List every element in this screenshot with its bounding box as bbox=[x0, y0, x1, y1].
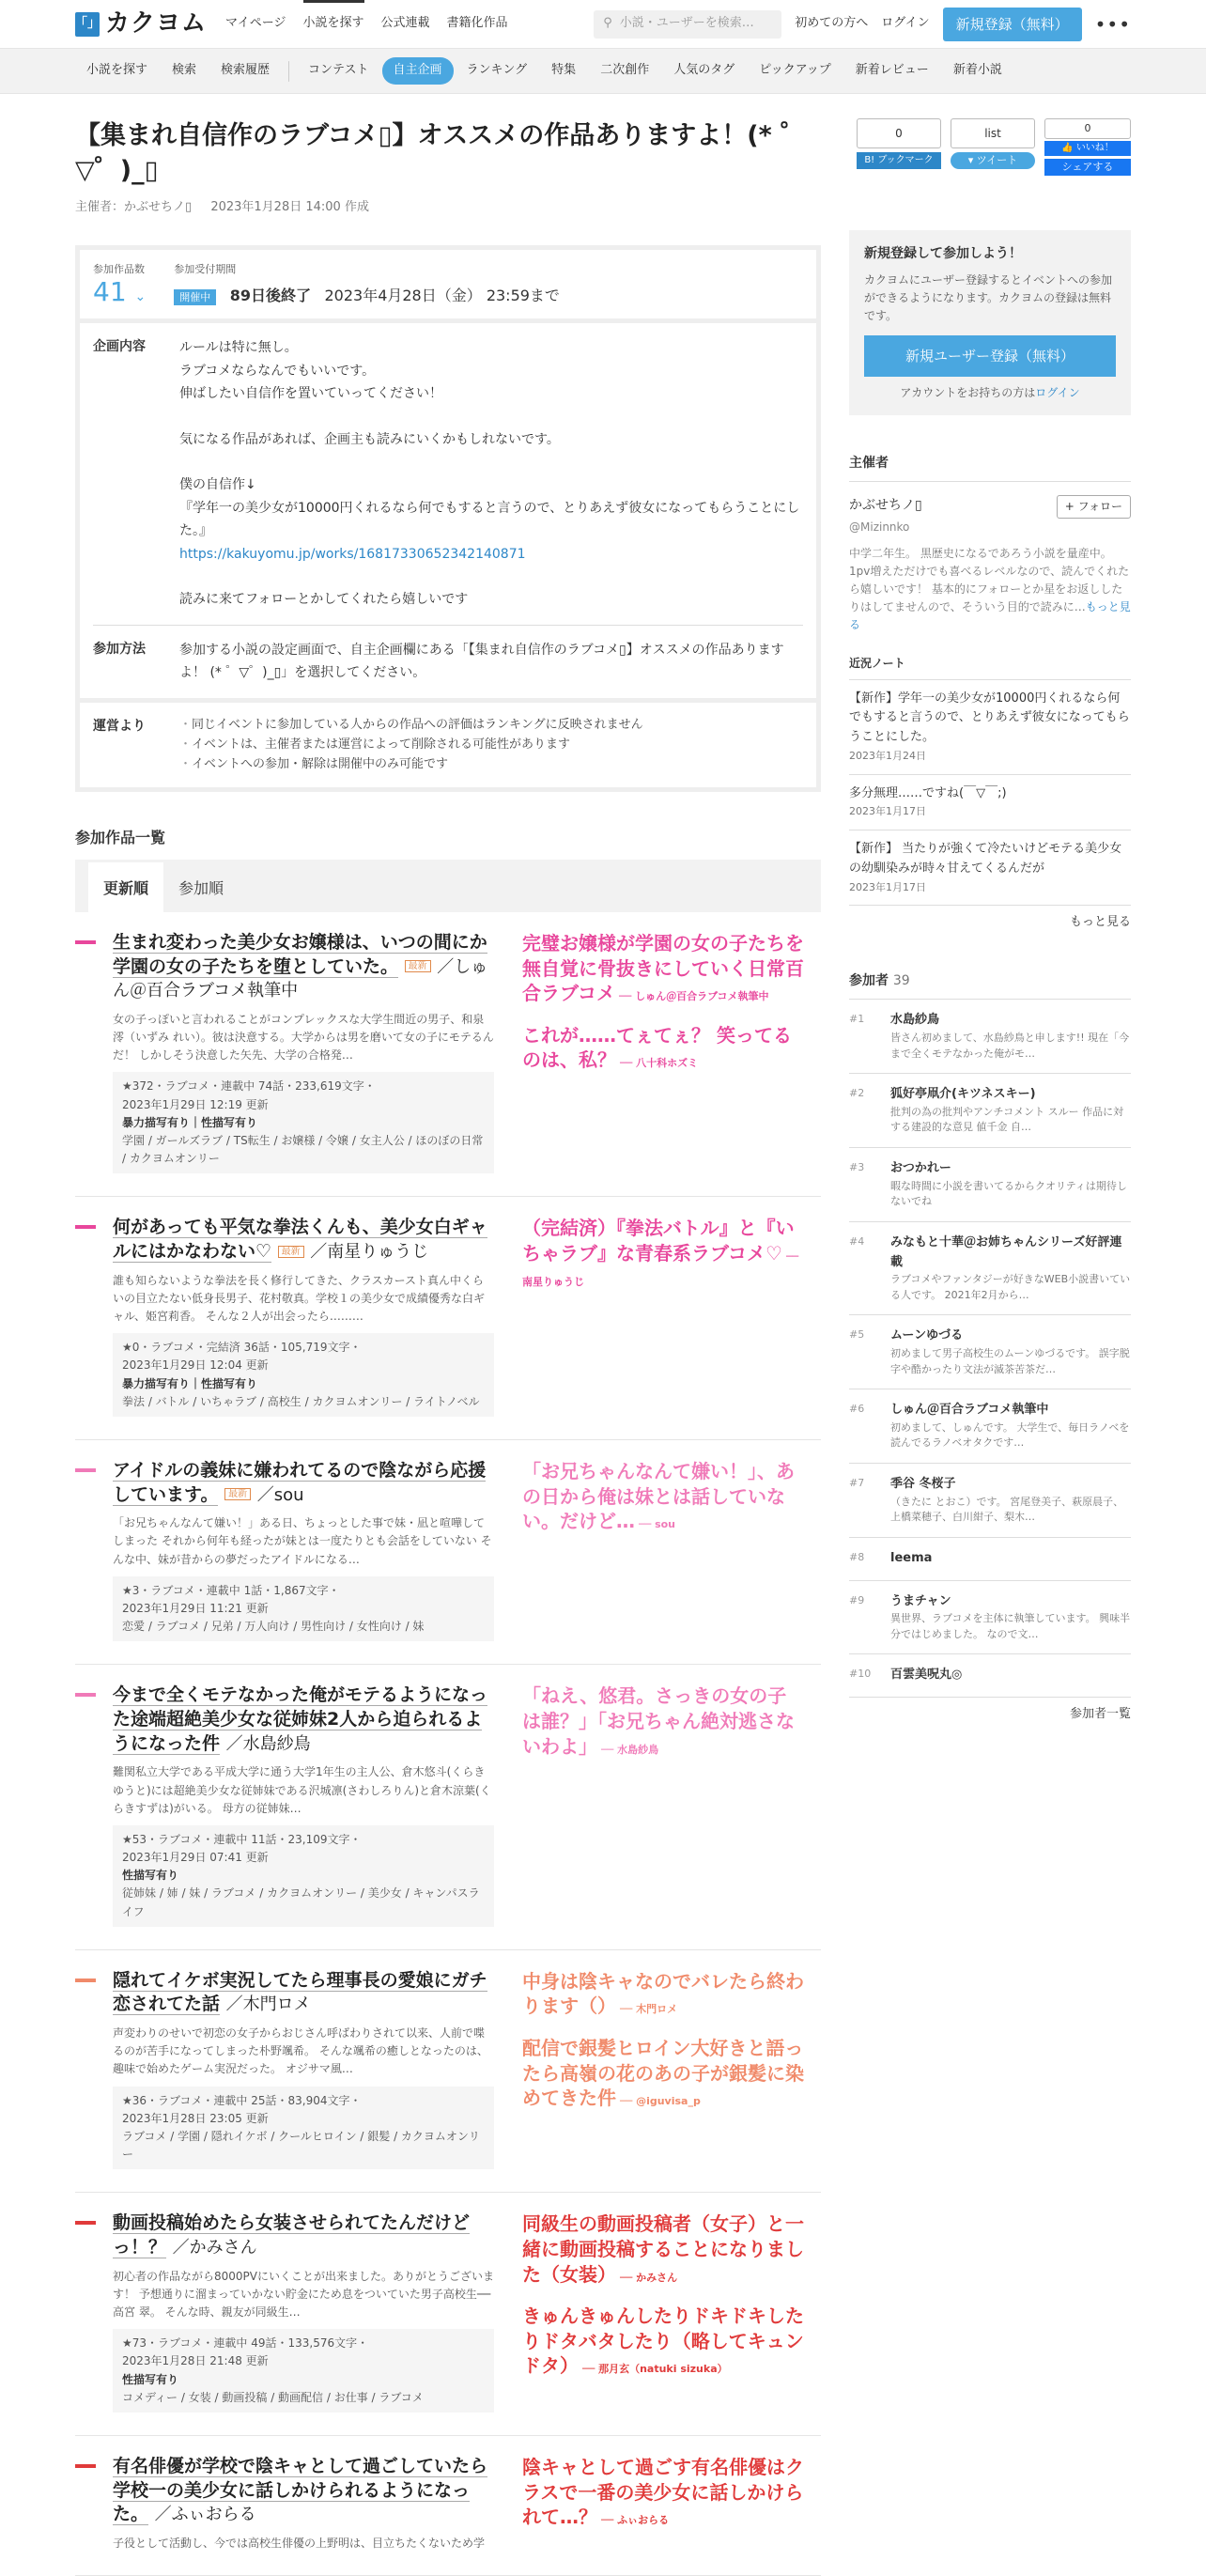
member-item[interactable] bbox=[849, 1315, 1131, 1389]
catchphrase: 完璧お嬢様が学園の女の子たちを無自覚に骨抜きにしていく日常百合ラブコメ ── しゅん＠百合ラブコメ執筆中 bbox=[522, 931, 804, 1005]
work-tags[interactable]: コメディー / 女装 / 動画投稿 / 動画配信 / お仕事 / ラブコメ bbox=[122, 2390, 424, 2404]
share-buttons bbox=[849, 118, 1131, 176]
work-item bbox=[75, 1950, 821, 2194]
subnav-reviews[interactable]: 新着レビュー bbox=[855, 63, 929, 78]
work-title-row bbox=[113, 1969, 494, 2017]
event-title: 【集まれ自信作のラブコメ▯】オススメの作品ありますよ！(* ゜▽゜)_▯ bbox=[75, 121, 807, 186]
beginner-link[interactable]: 初めての方へ bbox=[795, 16, 869, 31]
work-tags[interactable]: ラブコメ / 学園 / 隠れイケボ / クールヒロイン / 銀髪 / カクヨムオンリー bbox=[122, 2130, 480, 2162]
subnav-feature[interactable]: 特集 bbox=[551, 63, 577, 78]
member-bio: ラブコメやファンタジーが好きなWEB小説書いている人です。 2021年2月から… bbox=[890, 1273, 1131, 1301]
work-title[interactable]: 生まれ変わった美少女お嬢様は、いつの間にか学園の女の子たちを堕としていた。 bbox=[113, 931, 487, 977]
latest-badge: 最新 bbox=[278, 1246, 304, 1258]
work-info bbox=[75, 2211, 494, 2413]
members-heading: 参加者 39 bbox=[849, 970, 1131, 1000]
catchphrase: 同級生の動画投稿者（女子）と一緒に動画投稿することになりました（女装） ── かみさん bbox=[522, 2212, 804, 2286]
member-item[interactable] bbox=[849, 1538, 1131, 1581]
method-label: 参加方法 bbox=[93, 641, 146, 657]
work-tags[interactable]: 学園 / ガールズラブ / TS転生 / お嬢様 / 令嬢 / 女主人公 / ほのぼの日常 / カクヨムオンリー bbox=[122, 1134, 484, 1166]
work-tags[interactable]: 従姉妹 / 姉 / 妹 / ラブコメ / カクヨムオンリー / 美少女 / キャンパスライフ bbox=[122, 1886, 480, 1918]
work-intro: 難関私立大学である平成大学に通う大学1年生の主人公、倉木悠斗(くらきゆうと)には超絶美少女な従姉妹である沢城凛(さわしろりん)と倉木涼葉(くらきすずは)がいる。 母方の従姉妹… bbox=[113, 1765, 491, 1815]
note-title[interactable]: 【新作】学年一の美少女が10000円くれるなら何でもすると言うので、とりあえず彼女になってもらうことにした。 bbox=[849, 691, 1130, 745]
member-bio: 皆さん初めまして、水島紗鳥と申します!! 現在「今まで全くモテなかった俺がモ… bbox=[890, 1032, 1130, 1060]
member-name[interactable]: 季谷 冬桜子 bbox=[890, 1476, 956, 1491]
subnav-ranking[interactable]: ランキング bbox=[466, 63, 528, 78]
work-color-bar bbox=[75, 1468, 96, 1472]
member-rank: #7 bbox=[849, 1476, 865, 1489]
hatena-share[interactable] bbox=[857, 118, 941, 176]
member-item[interactable] bbox=[849, 1148, 1131, 1222]
work-item bbox=[75, 1665, 821, 1949]
login-link[interactable]: ログイン bbox=[881, 16, 930, 31]
work-stats bbox=[113, 1072, 494, 1173]
host-bio-more[interactable]: もっと見る bbox=[849, 600, 1131, 632]
list-box: list bbox=[951, 118, 1035, 148]
member-bio: 批判の為の批判やアンチコメント スルー 作品に対する建設的な意見 値千金 自… bbox=[890, 1105, 1124, 1134]
work-stat-line: ★0・ラブコメ・完結済 36話・105,719文字・ bbox=[122, 1341, 362, 1355]
subnav-divider bbox=[288, 61, 289, 82]
content-line: 僕の自信作↓ bbox=[179, 477, 256, 493]
twitter-share[interactable] bbox=[951, 118, 1035, 176]
logo-mark-icon: 「」 bbox=[75, 12, 100, 37]
host-id: @Mizinnko bbox=[849, 520, 910, 535]
search-icon: ⚲ bbox=[603, 16, 612, 31]
entry-count bbox=[93, 261, 146, 307]
work-warn: 性描写有り bbox=[122, 1869, 179, 1883]
created-date: 2023年1月28日 14:00 作成 bbox=[210, 199, 369, 214]
subnav-history[interactable]: 検索履歴 bbox=[221, 63, 271, 78]
work-author[interactable]: ／水島紗鳥 bbox=[225, 1733, 311, 1754]
work-catches bbox=[522, 2211, 804, 2413]
organizer-label: 主催者： bbox=[75, 199, 125, 214]
work-stats bbox=[113, 2087, 494, 2170]
content-line: ルールは特に無し。 bbox=[179, 340, 298, 356]
work-info bbox=[75, 2455, 494, 2553]
member-name[interactable]: 水島紗鳥 bbox=[890, 1013, 940, 1028]
members-list bbox=[849, 1000, 1131, 1698]
rule-item: ・ イベントは、主催者または運営によって削除される可能性があります bbox=[179, 736, 643, 755]
nav-books[interactable]: 書籍化作品 bbox=[446, 16, 508, 31]
member-bio: 初めまして、しゅんです。 大学生で、毎日ラノベを読んでるラノベオタクです… bbox=[890, 1420, 1130, 1450]
work-warn: 性描写有り bbox=[122, 2372, 179, 2386]
host-bio bbox=[849, 545, 1131, 635]
work-title[interactable]: 動画投稿始めたら女装させられてたんだけどっ！？ bbox=[113, 2212, 471, 2258]
work-intro: 声変わりのせいで初恋の女子からおじさん呼ばわりされて以来、人前で喋るのが苦手になってしまった朴野颯希。 そんな颯希の癒しとなったのは、趣味で始めたゲーム実況だった。 オジサマ風… bbox=[113, 2026, 488, 2076]
subnav-explore[interactable]: 小説を探す bbox=[86, 63, 148, 78]
work-item bbox=[75, 912, 821, 1197]
work-stats bbox=[113, 1825, 494, 1927]
top-header bbox=[0, 0, 1206, 49]
top-nav bbox=[225, 0, 508, 48]
subnav-fanfic[interactable]: 二次創作 bbox=[600, 63, 650, 78]
work-tags[interactable]: 恋愛 / ラブコメ / 兄弟 / 万人向け / 男性向け / 女性向け / 妹 bbox=[122, 1620, 425, 1634]
period-label: 参加受付期間 bbox=[174, 263, 237, 276]
rule-item: ・ 同じイベントに参加している人からの作品への評価はランキングに反映されません bbox=[179, 716, 643, 736]
work-title[interactable]: アイドルの義妹に嫌われてるので陰ながら応援しています。 bbox=[113, 1459, 487, 1505]
nav-search-novels[interactable]: 小説を探す bbox=[303, 0, 364, 48]
member-name[interactable]: おつかれー bbox=[890, 1160, 951, 1175]
works-title: 参加作品一覧 bbox=[75, 829, 166, 847]
work-title-row bbox=[113, 2211, 494, 2259]
signup-title: 新規登録して参加しよう！ bbox=[864, 245, 1022, 261]
subnav-search[interactable]: 検索 bbox=[172, 63, 197, 78]
work-catches bbox=[522, 1969, 804, 2170]
work-title-row bbox=[113, 1459, 494, 1507]
work-stat-line: ★73・ラブコメ・連載中 49話・133,576文字・ bbox=[122, 2336, 369, 2351]
header-right bbox=[594, 8, 1131, 41]
latest-badge: 最新 bbox=[224, 1488, 251, 1500]
catchphrase: 配信で銀髪ヒロイン大好きと語ったら高嶺の花のあの子が銀髪に染めてきた件 ── @iguvisa_p bbox=[522, 2037, 804, 2110]
members-count: 39 bbox=[892, 972, 910, 988]
member-bio: 暇な時間に小説を書いてるからクオリティは期待しないでね bbox=[890, 1179, 1127, 1208]
subnav-contest[interactable]: コンテスト bbox=[308, 63, 369, 78]
subnav-new[interactable]: 新着小説 bbox=[952, 63, 1002, 78]
member-rank: #10 bbox=[849, 1668, 872, 1681]
content-line: 気になる作品があれば、企画主も読みにいくかもしれないです。 bbox=[179, 431, 560, 447]
member-rank: #8 bbox=[849, 1550, 865, 1563]
work-intro: 女の子っぽいと言われることがコンプレックスな大学生間近の男子、和泉澪（いずみ れい）。彼は決意する。大学からは男を磨いて女の子にモテるんだ！ しかしそう決意した矢先、大学の合格発… bbox=[113, 1012, 494, 1063]
rules-label: 運営より bbox=[93, 718, 146, 734]
work-date: 2023年1月28日 21:48 更新 bbox=[122, 2354, 269, 2368]
work-item bbox=[75, 2436, 821, 2576]
work-stat-line: ★3・ラブコメ・連載中 1話・1,867文字・ bbox=[122, 1583, 340, 1597]
chevron-down-icon: ⌄ bbox=[134, 288, 147, 304]
work-catches bbox=[522, 931, 804, 1173]
member-item[interactable] bbox=[849, 1000, 1131, 1074]
work-stats bbox=[113, 2329, 494, 2413]
work-title[interactable]: 今まで全くモテなかった俺がモテるようになった途端超絶美少女な従姉妹2人から迫られるようになった件 bbox=[113, 1684, 488, 1754]
deadline: 2023年4月28日（金） 23:59まで bbox=[324, 286, 560, 304]
subnav-user-events[interactable]: 自主企画 bbox=[382, 57, 454, 85]
work-intro: 誰も知らないような拳法を長く修行してきた、クラスカースト真ん中くらいの目立たない低身長男子、花村敬真。学校１の美少女で成績優秀な白ギャル、姫宮莉香。 そんな２人が出会ったら……… bbox=[113, 1273, 486, 1324]
work-intro: 「お兄ちゃんなんて嫌い！」ある日、ちょっとした事で妹・凪と喧嘩してしまった それから何年も経ったが妹とは一度たりとも会話をしていない そんな中、妹が昔からの夢だったアイドルになる… bbox=[113, 1516, 492, 1566]
fb-count: 0 bbox=[1044, 118, 1131, 139]
work-info bbox=[75, 1969, 494, 2170]
note-date: 2023年1月17日 bbox=[849, 805, 926, 818]
kakuyomu-logo[interactable] bbox=[75, 5, 207, 44]
search-box[interactable] bbox=[594, 10, 781, 39]
work-stat-line: ★53・ラブコメ・連載中 11話・23,109文字・ bbox=[122, 1832, 362, 1846]
subnav-pickup[interactable]: ピックアップ bbox=[759, 63, 831, 78]
note-title[interactable]: 多分無理……ですね(￣▽￣;) bbox=[849, 785, 1007, 800]
organizer-link[interactable]: かぶせちノ▯ bbox=[124, 199, 193, 214]
work-catches bbox=[522, 2455, 804, 2553]
signup-button[interactable]: 新規ユーザー登録（無料） bbox=[864, 335, 1116, 377]
tab-joined[interactable]: 参加順 bbox=[178, 879, 224, 898]
member-bio: 異世界、ラブコメを主体に執筆しています。 興味半分ではじめました。 なので文… bbox=[890, 1612, 1131, 1640]
work-stat-line: ★372・ラブコメ・連載中 74話・233,619文字・ bbox=[122, 1079, 376, 1094]
tweet-button[interactable]: ▾ ツイート bbox=[951, 152, 1035, 169]
catchphrase: 陰キャとして過ごす有名俳優はクラスで一番の美少女に話しかけられて…？ ── ふぃおらる bbox=[522, 2456, 804, 2529]
member-name[interactable]: ムーンゆづる bbox=[890, 1328, 964, 1343]
work-tags[interactable]: 拳法 / バトル / いちゃラブ / 高校生 / カクヨムオンリー / ライトノベル bbox=[122, 1394, 480, 1408]
work-title-row bbox=[113, 2455, 494, 2527]
sidebar bbox=[849, 118, 1131, 2576]
host-heading: 主催者 bbox=[849, 453, 1131, 482]
catchphrase: 中身は陰キャなのでバレたら終わります（） ── 木門ロメ bbox=[522, 1969, 804, 2018]
side-login-link[interactable]: ログイン bbox=[1035, 385, 1080, 399]
login-pre: アカウントをお持ちの方は bbox=[900, 385, 1036, 399]
catchphrase: 「ねえ、悠君。さっきの女の子は誰？」「お兄ちゃん絶対逃さないわよ」 ── 水島紗鳥 bbox=[522, 1684, 795, 1758]
work-date: 2023年1月29日 11:21 更新 bbox=[122, 1602, 269, 1616]
user-plus-icon: + bbox=[1064, 500, 1078, 514]
work-date: 2023年1月29日 07:41 更新 bbox=[122, 1851, 269, 1865]
member-rank: #5 bbox=[849, 1328, 865, 1342]
work-title-row bbox=[113, 1216, 494, 1264]
work-title-row bbox=[113, 931, 494, 1003]
work-color-bar bbox=[75, 2464, 96, 2468]
member-rank: #2 bbox=[849, 1087, 865, 1100]
page-content bbox=[0, 118, 1206, 2576]
work-color-bar bbox=[75, 2221, 96, 2225]
work-item bbox=[75, 1440, 821, 1665]
work-intro: 子役として活動し、今では高校生俳優の上野明は、目立ちたくないため学 bbox=[113, 2536, 486, 2550]
fb-like-button[interactable]: 👍 いいね！ bbox=[1044, 141, 1131, 156]
status-badge: 開催中 bbox=[174, 289, 216, 305]
work-warn: 暴力描写有り｜性描写有り bbox=[122, 1376, 258, 1390]
work-title-row bbox=[113, 1684, 494, 1756]
member-rank: #1 bbox=[849, 1013, 865, 1026]
member-rank: #9 bbox=[849, 1593, 865, 1606]
event-content bbox=[80, 323, 816, 625]
member-name[interactable]: 狐好亭凧介(キツネスキー) bbox=[890, 1087, 1036, 1102]
content-link[interactable]: https://kakuyomu.jp/works/16817330652342140871 bbox=[179, 546, 526, 562]
subnav-tags[interactable]: 人気のタグ bbox=[673, 63, 735, 78]
catchphrase: 「お兄ちゃんなんて嫌い！」、あの日から俺は妹とは話していない。だけど… ── sou bbox=[522, 1459, 795, 1533]
note-item[interactable] bbox=[849, 680, 1131, 775]
main-column bbox=[75, 118, 821, 2576]
works-tabs bbox=[75, 860, 821, 912]
notes-heading: 近況ノート bbox=[849, 655, 1131, 679]
work-title[interactable]: 何があっても平気な拳法くんも、美少女白ギャルにはかなわない♡ bbox=[113, 1217, 487, 1263]
sub-nav bbox=[0, 49, 1206, 94]
work-author[interactable]: ／sou bbox=[256, 1484, 304, 1505]
work-color-bar bbox=[75, 940, 96, 944]
fb-share-button[interactable]: シェアする bbox=[1044, 159, 1131, 176]
member-bio: （きたに とおこ）です。 宮尾登美子、萩原晨子、上橋菜穂子、白川紺子、梨木… bbox=[890, 1495, 1124, 1524]
member-item[interactable] bbox=[849, 1222, 1131, 1316]
logo-text: カクヨム bbox=[105, 8, 208, 38]
count-label: 参加作品数 bbox=[93, 263, 145, 276]
hatena-count: 0 bbox=[857, 118, 941, 148]
work-info bbox=[75, 1459, 494, 1641]
work-catches bbox=[522, 1684, 804, 1926]
catchphrase: （完結済）『拳法バトル』と『いちゃラブ』な青春系ラブコメ♡ ── 南星りゅうじ bbox=[522, 1217, 799, 1288]
work-date: 2023年1月29日 12:19 更新 bbox=[122, 1097, 269, 1111]
period-row bbox=[174, 284, 560, 308]
work-author[interactable]: ／かみさん bbox=[172, 2238, 257, 2258]
work-stats bbox=[113, 1333, 494, 1417]
member-item[interactable] bbox=[849, 1074, 1131, 1148]
event-rules bbox=[80, 698, 816, 787]
member-item[interactable] bbox=[849, 1389, 1131, 1464]
work-info bbox=[75, 931, 494, 1173]
event-method bbox=[93, 625, 803, 698]
host-name-row bbox=[849, 495, 1131, 519]
tab-updated[interactable]: 更新順 bbox=[88, 862, 163, 912]
work-color-bar bbox=[75, 1693, 96, 1697]
content-blank bbox=[179, 451, 803, 473]
catchphrase: きゅんきゅんしたりドキドキしたりドタバタしたり（略してキュンドタ） ── 那月玄（natuki sizuka） bbox=[522, 2304, 804, 2378]
entry-period bbox=[174, 261, 560, 307]
note-item[interactable] bbox=[849, 830, 1131, 906]
host-bio-text: 中学二年生。 黒歴史になるであろう小説を量産中。 1pv増えただけでも喜べるレベルなので、読んでくれたら嬉しいです！ 基本的にフォローとか星をお返ししたりはしてませんので、そういう目的で読みに… bbox=[849, 546, 1130, 614]
content-line: 読みに来てフォローとかしてくれたら嬉しいです bbox=[179, 592, 469, 608]
work-catches bbox=[522, 1216, 804, 1417]
work-item bbox=[75, 2193, 821, 2436]
member-item[interactable] bbox=[849, 1654, 1131, 1698]
member-name[interactable]: うまチャン bbox=[890, 1593, 951, 1608]
rule-item: ・ イベントへの参加・解除は開催中のみ可能です bbox=[179, 755, 643, 775]
member-bio: 初めまして男子高校生のムーンゆづるです。 誤字脱字や酷かったり文法が滅茶苦茶だ… bbox=[890, 1347, 1130, 1375]
work-color-bar bbox=[75, 1225, 96, 1229]
work-warn: 暴力描写有り｜性描写有り bbox=[122, 1115, 258, 1129]
work-date: 2023年1月29日 12:04 更新 bbox=[122, 1358, 269, 1373]
note-item[interactable] bbox=[849, 775, 1131, 830]
work-info bbox=[75, 1216, 494, 1417]
content-spacer bbox=[179, 566, 803, 588]
count-value[interactable]: 41 ⌄ bbox=[93, 275, 147, 307]
content-line: 『学年一の美少女が10000円くれるなら何でもすると言うので、とりあえず彼女になってもらうことにした。』 bbox=[179, 500, 800, 539]
signup-box bbox=[849, 230, 1131, 415]
work-stats bbox=[113, 1576, 494, 1642]
work-item bbox=[75, 1197, 821, 1440]
content-blank bbox=[179, 406, 803, 428]
content-body bbox=[179, 336, 803, 612]
member-name[interactable]: みなもと十華＠お姉ちゃんシリーズ好評連載 bbox=[890, 1234, 1122, 1269]
register-button[interactable]: 新規登録（無料） bbox=[943, 8, 1082, 41]
method-body: 参加する小説の設定画面で、自主企画欄にある「【集まれ自信作のラブコメ▯】オススメの作品ありますよ！ (* ゜▽゜)_▯」を選択してください。 bbox=[179, 642, 784, 681]
member-item[interactable] bbox=[849, 1464, 1131, 1538]
signup-desc: カクヨムにユーザー登録するとイベントへの参加ができるようになります。カクヨムの登録は無料です。 bbox=[864, 272, 1113, 323]
work-title[interactable]: 有名俳優が学校で陰キャとして過ごしていたら学校一の美少女に話しかけられるようになった。 bbox=[113, 2456, 488, 2525]
work-color-bar bbox=[75, 1979, 96, 1982]
event-meta bbox=[75, 198, 821, 218]
content-line: 伸ばしたい自信作を置いていってください！ bbox=[179, 386, 442, 402]
days-left: 89日後終了 bbox=[229, 286, 312, 304]
work-author[interactable]: ／木門ロメ bbox=[225, 1994, 311, 2015]
work-catches bbox=[522, 1459, 804, 1641]
work-info bbox=[75, 1684, 494, 1926]
host-profile bbox=[849, 482, 1131, 634]
member-name[interactable]: しゅん＠百合ラブコメ執筆中 bbox=[890, 1403, 1049, 1418]
nav-official[interactable]: 公式連載 bbox=[380, 16, 430, 31]
note-title[interactable]: 【新作】 当たりが強くて冷たいけどモテる美少女の幼馴染みが時々甘えてくるんだが bbox=[849, 842, 1122, 876]
members-more[interactable]: 参加者一覧 bbox=[1069, 1707, 1131, 1722]
host-name[interactable]: かぶせちノ▯ bbox=[849, 498, 922, 514]
work-intro: 初心者の作品ながら8000PVにいくことが出来ました。ありがとうございます！ 予想通りに溜まっていかない貯金にため息をついていた男子高校生──高宮 翠。 そんな時、親友が同級生… bbox=[113, 2269, 494, 2320]
search-input[interactable]: 小説・ユーザーを検索… bbox=[619, 16, 754, 31]
member-item[interactable] bbox=[849, 1581, 1131, 1655]
content-label: 企画内容 bbox=[93, 339, 146, 355]
facebook-share[interactable] bbox=[1044, 118, 1131, 176]
work-author[interactable]: ／しゅん＠百合ラブコメ執筆中 bbox=[113, 956, 488, 1001]
work-author[interactable]: ／ふぃおらる bbox=[154, 2505, 256, 2525]
follow-button[interactable]: + フォロー bbox=[1057, 495, 1131, 519]
content-line: ラブコメならなんでもいいです。 bbox=[179, 363, 376, 379]
rules-list bbox=[179, 716, 643, 774]
work-author[interactable]: ／南星りゅうじ bbox=[310, 1242, 429, 1263]
works-list bbox=[75, 912, 821, 2576]
note-date: 2023年1月24日 bbox=[849, 750, 926, 763]
more-icon[interactable]: ••• bbox=[1094, 12, 1131, 36]
catchphrase: これが……てぇてぇ？ 笑ってるのは、私？ ── 八十科ホズミ bbox=[522, 1023, 792, 1072]
login-line bbox=[864, 384, 1116, 402]
member-rank: #3 bbox=[849, 1160, 865, 1173]
event-info bbox=[75, 245, 821, 792]
work-stat-line: ★36・ラブコメ・連載中 25話・83,904文字・ bbox=[122, 2093, 362, 2107]
member-name[interactable]: 百雲美呪丸◎ bbox=[890, 1668, 963, 1683]
hatena-bookmark-button[interactable]: B! ブックマーク bbox=[857, 152, 941, 169]
notes-more[interactable]: もっと見る bbox=[1069, 915, 1131, 930]
notes-list bbox=[849, 680, 1131, 907]
event-summary bbox=[80, 250, 816, 323]
member-rank: #6 bbox=[849, 1403, 865, 1416]
work-title[interactable]: 隠れてイケボ実況してたら理事長の愛娘にガチ恋されてた話 bbox=[113, 1969, 487, 2015]
note-date: 2023年1月17日 bbox=[849, 880, 926, 893]
nav-mypage[interactable]: マイページ bbox=[225, 16, 286, 31]
thumb-icon: 👍 bbox=[1061, 143, 1076, 153]
member-name[interactable]: leema bbox=[890, 1550, 933, 1565]
latest-badge: 最新 bbox=[405, 960, 431, 972]
work-date: 2023年1月28日 23:05 更新 bbox=[122, 2111, 269, 2125]
bird-icon: ▾ bbox=[967, 154, 977, 166]
member-rank: #4 bbox=[849, 1234, 865, 1248]
